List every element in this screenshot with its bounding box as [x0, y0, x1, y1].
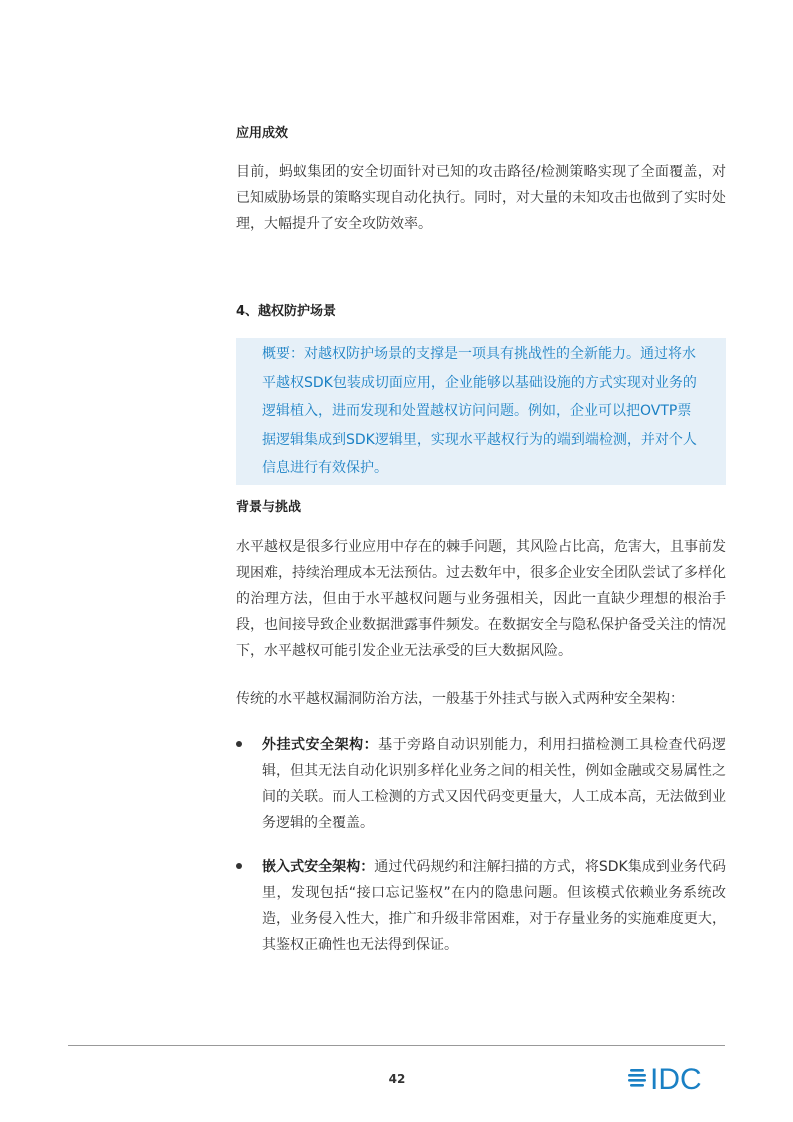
- summary-box: [236, 338, 726, 485]
- methods-paragraph: 传统的水平越权漏洞防治方法，一般基于外挂式与嵌入式两种安全架构：: [236, 691, 684, 707]
- bullet-text: 基于旁路自动识别能力，利用扫描检测工具检查代码逻辑，但其无法自动化识别多样化业务之间的相关性，例如金融或交易属性之间的关联。而人工检测的方式又因代码变更量大，人工成本高，无法做到业务逻辑的全覆盖。: [262, 737, 727, 831]
- sub-heading-background: 背景与挑战: [236, 500, 302, 515]
- bullet-dot-icon: [236, 863, 242, 869]
- page-number: 42: [388, 1072, 406, 1086]
- summary-text: 概要：对越权防护场景的支撑是一项具有挑战性的全新能力。通过将水平越权SDK包装成切面应用，企业能够以基础设施的方式实现对业务的逻辑植入，进而发现和处置越权访问问题。例如，企业可以把OVTP票据逻辑集成到SDK逻辑里，实现水平越权行为的端到端检测，并对个人信息进行有效保护。: [236, 338, 726, 485]
- section-heading-privilege: 4、越权防护场景: [236, 304, 337, 319]
- results-paragraph: 目前，蚂蚁集团的安全切面针对已知的攻击路径/检测策略实现了全面覆盖，对已知威胁场景的策略实现自动化执行。同时，对大量的未知攻击也做到了实时处理，大幅提升了安全攻防效率。: [236, 164, 726, 232]
- bullet-term: 外挂式安全架构：: [262, 737, 379, 753]
- bullet-item-external: [236, 732, 726, 836]
- background-paragraph: 水平越权是很多行业应用中存在的棘手问题，其风险占比高，危害大，且事前发现困难，持续治理成本无法预估。过去数年中，很多企业安全团队尝试了多样化的治理方法，但由于水平越权问题与业务强相关，因此一直缺少理想的根治手段，也间接导致企业数据泄露事件频发。在数据安全与隐私保护备受关注的情况下，水平越权可能引发企业无法承受的巨大数据风险。: [236, 539, 726, 659]
- bullet-text: 通过代码规约和注解扫描的方式，将SDK集成到业务代码里，发现包括“接口忘记鉴权”在内的隐患问题。但该模式依赖业务系统改造，业务侵入性大，推广和升级非常困难，对于存量业务的实施难度更大，其鉴权正确性也无法得到保证。: [262, 859, 726, 953]
- section-heading-results: 应用成效: [236, 126, 289, 141]
- bullet-paragraph: [262, 732, 726, 836]
- logo-text: IDC: [650, 1063, 702, 1096]
- bullet-paragraph: [262, 854, 726, 958]
- bullet-dot-icon: [236, 741, 242, 747]
- idc-logo-icon: [628, 1060, 726, 1096]
- bullet-term: 嵌入式安全架构：: [262, 859, 375, 875]
- footer-divider: [68, 1045, 725, 1046]
- bullet-item-embedded: [236, 854, 726, 958]
